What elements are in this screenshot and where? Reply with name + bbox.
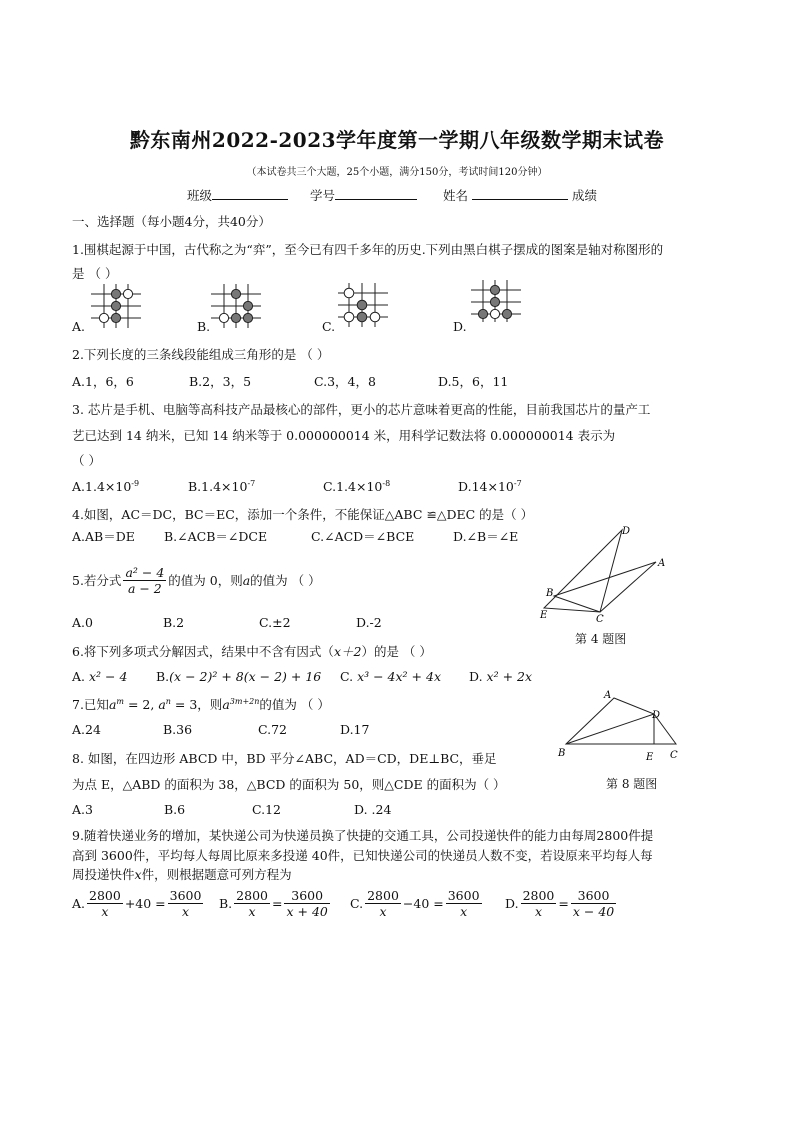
q3-option-a: $A.1.4\times 10^{-9}$ <box>72 479 140 495</box>
page-title: 黔东南州2022-2023学年度第一学期八年级数学期末试卷 <box>129 128 665 152</box>
q4-label-a: A <box>658 558 666 569</box>
q2-option-d: D.5，6，11 <box>438 374 509 389</box>
q6-stem: 6.将下列多项式分解因式，结果中不含有因式（x＋2）的是 （ ） <box>72 644 432 659</box>
q4-option-d: D.∠B＝∠E <box>453 529 519 544</box>
q4-option-c: C.∠ACD＝∠BCE <box>311 529 415 544</box>
q9-option-d: D. $\frac{2800}{x}$ = $\frac{3600}{x - 40}$ <box>505 887 615 919</box>
q4-label-c: C <box>596 614 604 625</box>
q4-label-d: D <box>622 526 631 537</box>
name-label: 姓名 <box>442 188 468 203</box>
q5-option-d: D.-2 <box>356 615 382 630</box>
q3-line3: （ ） <box>72 453 101 468</box>
class-field[interactable] <box>212 187 288 200</box>
q9-option-b: B. $\frac{2800}{x}$ = $\frac{3600}{x + 40}$ <box>219 887 328 919</box>
q1-option-d-label: D. <box>453 319 467 334</box>
q9-option-a: A. $\frac{2800}{x}$ +40 = $\frac{3600}{x}$ <box>72 887 202 919</box>
q4-label-b: B <box>546 588 554 599</box>
q8-option-a: A.3 <box>72 802 93 817</box>
q5-option-a: A.0 <box>72 615 93 630</box>
q3-line1: 3. 芯片是手机、电脑等高科技产品最核心的部件，更小的芯片意味着更高的性能，目前我国芯片的量产工 <box>72 402 651 417</box>
q6-option-d: D. x² + 2x <box>469 669 533 684</box>
q5-option-b: B.2 <box>163 615 185 630</box>
q8-option-c: C.12 <box>252 802 281 817</box>
q3-option-d: $D.14\times 10^{-7}$ <box>458 479 522 495</box>
number-label: 学号 <box>309 188 335 203</box>
q6-option-a: A. x² − 4 <box>72 669 128 684</box>
q8-label-b: B <box>558 748 566 759</box>
q9-line1: 9.随着快递业务的增加，某快递公司为快递员换了快捷的交通工具，公司投递快件的能力由每周2800件提 <box>72 828 654 843</box>
q4-label-e: E <box>540 610 548 621</box>
q5-stem: 5.若分式 $\frac{\text{a² − 4}}{a - 2}$ 的值为 0，则 a 的值为 （ ） <box>72 564 321 596</box>
q8-line1: 8. 如图，在四边形 ABCD 中，BD 平分∠ABC，AD＝CD，DE⊥BC，垂足 <box>72 751 497 766</box>
q7-option-d: D.17 <box>340 722 370 737</box>
q8-label-a: A <box>604 690 612 701</box>
q9-option-c: C. $\frac{2800}{x}$ −40 = $\frac{3600}{x}$ <box>350 887 480 919</box>
q5-fraction: $\frac{\text{a² − 4}}{a - 2}$ <box>125 564 165 596</box>
q2-option-b: B.2，3，5 <box>189 374 252 389</box>
q2-stem: 2.下列长度的三条线段能组成三角形的是 （ ） <box>72 347 330 362</box>
q1-stem-line2: 是 （ ） <box>72 266 118 281</box>
q6-option-c: C. x³ − 4x² + 4x <box>340 669 441 684</box>
q7-stem: 7.已知$a^m = 2$, $a^n = 3$，则$a^{3m+2n}$的值为 （ ） <box>72 696 330 712</box>
q1-option-c-label: C. <box>322 319 336 334</box>
q8-line2: 为点 E，△ABD 的面积为 38，△BCD 的面积为 50，则△CDE 的面积为（ ） <box>72 777 506 792</box>
q2-option-a: A.1，6，6 <box>72 374 134 389</box>
q8-option-d: D. .24 <box>354 802 392 817</box>
q5-option-c: C.±2 <box>259 615 291 630</box>
name-field[interactable] <box>472 187 568 200</box>
go-pattern-c <box>333 279 393 329</box>
q4-option-b: B.∠ACB＝∠DCE <box>164 529 268 544</box>
q8-figure-caption: 第 8 题图 <box>606 777 658 791</box>
student-info-row <box>187 186 597 204</box>
go-pattern-d <box>466 276 526 326</box>
exam-instructions: （本试卷共三个大题，25个小题，满分150分，考试时间120分钟） <box>246 167 548 178</box>
q8-figure <box>558 686 688 764</box>
q4-stem: 4.如图，AC＝DC，BC＝EC，添加一个条件，不能保证△ABC ≌△DEC 的是（ ） <box>72 507 534 522</box>
q4-figure <box>536 522 676 624</box>
q2-option-c: C.3，4，8 <box>314 374 376 389</box>
q8-label-d: D <box>652 710 661 721</box>
q1-option-b-label: B. <box>197 319 211 334</box>
go-pattern-b <box>206 282 266 332</box>
q3-option-c: $C.1.4\times 10^{-8}$ <box>323 479 391 495</box>
q3-option-b: $B.1.4\times 10^{-7}$ <box>188 479 256 495</box>
q8-label-e: E <box>646 752 654 763</box>
score-label: 成绩 <box>571 188 597 203</box>
q1-stem-line1: 1.围棋起源于中国，古代称之为“弈”，至今已有四千多年的历史.下列由黑白棋子摆成的图案是轴对称图形的 <box>72 242 664 257</box>
q4-option-a: A.AB＝DE <box>72 529 135 544</box>
go-pattern-a <box>86 282 146 332</box>
q7-option-b: B.36 <box>163 722 193 737</box>
q6-option-b: B.(x − 2)² + 8(x − 2) + 16 <box>156 669 322 684</box>
q7-option-a: A.24 <box>72 722 101 737</box>
q7-option-c: C.72 <box>258 722 287 737</box>
section-heading: 一、选择题（每小题4分，共40分） <box>72 214 271 229</box>
q8-label-c: C <box>670 750 678 761</box>
class-label: 班级 <box>187 188 213 203</box>
q9-line3: 周投递快件x件，则根据题意可列方程为 <box>72 867 292 882</box>
number-field[interactable] <box>335 187 417 200</box>
q8-option-b: B.6 <box>164 802 186 817</box>
q9-line2: 高到 3600件，平均每人每周比原来多投递 40件，已知快递公司的快递员人数不变，若设原来平均每人每 <box>72 848 653 863</box>
q4-figure-caption: 第 4 题图 <box>575 632 627 646</box>
q3-line2: 艺已达到 14 纳米，已知 14 纳米等于 0.000000014 米，用科学记数法将 0.000000014 表示为 <box>72 428 616 443</box>
q1-option-a-label: A. <box>72 319 86 334</box>
